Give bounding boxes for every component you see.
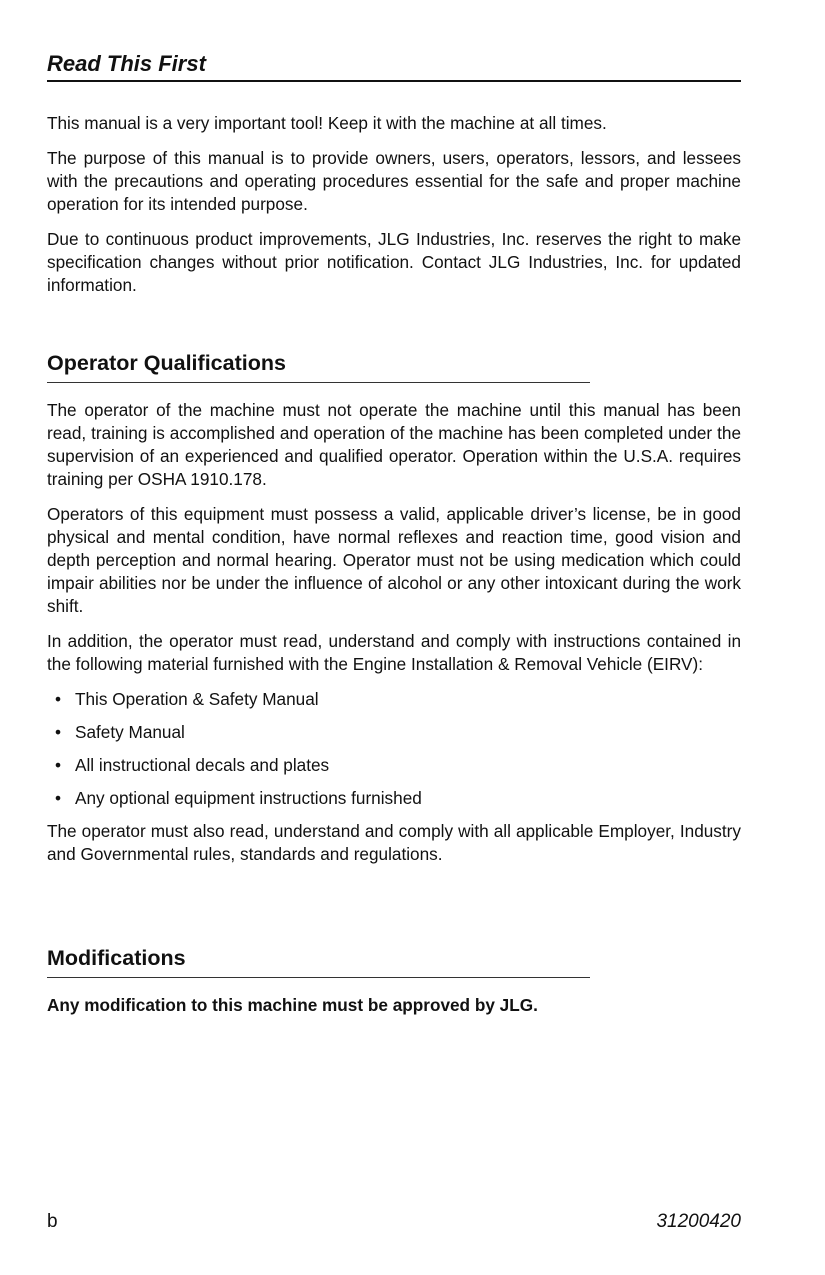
operator-qualifications-body — [47, 399, 741, 866]
list-item: • This Operation & Safety Manual — [55, 689, 319, 709]
bullet-icon: • — [55, 788, 62, 808]
intro-section — [47, 112, 741, 297]
operator-paragraph-4: The operator must also read, understand and comply with all applicable Employer, Industry and Governmental rules, standards and regulations. — [47, 821, 741, 864]
intro-paragraph-2: The purpose of this manual is to provide owners, users, operators, lessors, and lessees with the precautions and operating procedures essential for the safe and proper machine operation for its intended purpose. — [47, 148, 741, 214]
list-item: • Safety Manual — [55, 722, 185, 742]
operator-qualifications-section — [47, 349, 741, 383]
bullet-icon: • — [55, 755, 62, 775]
section-heading-operator-qualifications: Operator Qualifications — [47, 349, 590, 383]
modifications-section — [47, 944, 741, 978]
modification-note: Any modification to this machine must be approved by JLG. — [47, 995, 538, 1015]
page-title: Read This First — [47, 50, 741, 82]
bullet-icon: • — [55, 722, 62, 742]
operator-paragraph-3: In addition, the operator must read, understand and comply with instructions contained in the following material furnished with the Engine Installation & Removal Vehicle (EIRV): — [47, 631, 741, 674]
required-materials-list — [47, 688, 741, 820]
operator-paragraph-2: Operators of this equipment must possess a valid, applicable driver’s license, be in good physical and mental condition, have normal reflexes and reaction time, good vision and depth perception and normal hearing. Operator must not be using medication which could impair abilities nor be under the influence of alcohol or any other intoxicant during the work shift. — [47, 504, 741, 616]
list-item: • Any optional equipment instructions furnished — [55, 788, 422, 808]
modifications-body — [47, 994, 741, 1017]
document-number: 31200420 — [656, 1211, 741, 1232]
section-heading-modifications: Modifications — [47, 944, 590, 978]
page-number: b — [47, 1211, 58, 1232]
bullet-icon: • — [55, 689, 62, 709]
intro-paragraph-3: Due to continuous product improvements, JLG Industries, Inc. reserves the right to make specification changes without prior notification. Contact JLG Industries, Inc. for updated information. — [47, 229, 741, 295]
operator-paragraph-1: The operator of the machine must not operate the machine until this manual has been read, training is accomplished and operation of the machine has been completed under the supervision of an experienced and qualified operator. Operation within the U.S.A. requires training per OSHA 1910.178. — [47, 400, 741, 489]
intro-paragraph-1: This manual is a very important tool! Keep it with the machine at all times. — [47, 113, 607, 133]
list-item: • All instructional decals and plates — [55, 755, 330, 775]
